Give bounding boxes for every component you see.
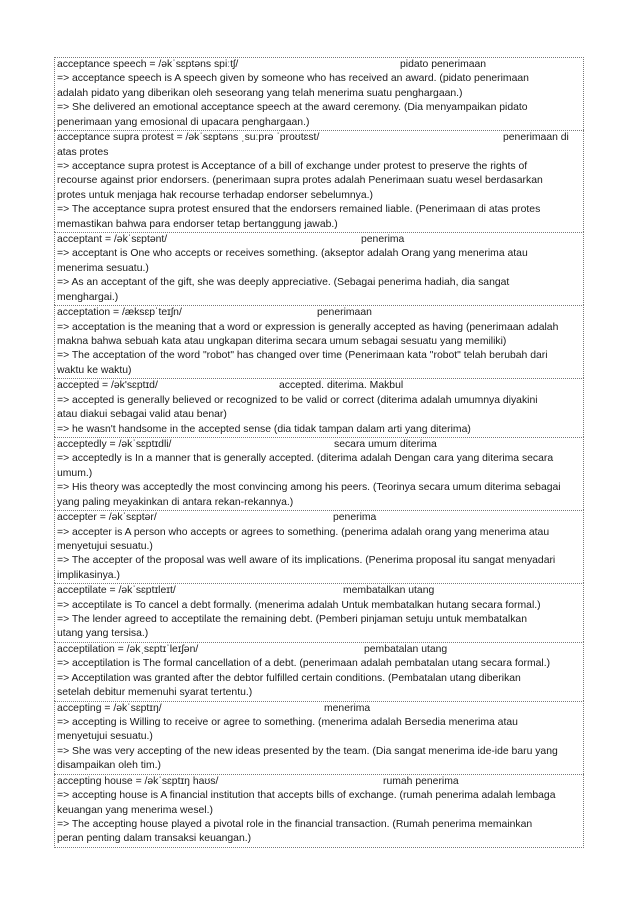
entry-text-line: => The lender agreed to acceptilate the remaining debt. (Pemberi pinjaman setuju untuk membatalkan: [57, 614, 527, 626]
entry-translation: accepted. diterima. Makbul: [279, 380, 404, 392]
entry-translation: penerimaan: [317, 307, 372, 319]
entry-headword: acceptant = /əkˈsɛptənt/: [57, 234, 168, 246]
entry-text-line: => acceptilate is To cancel a debt formally. (menerima adalah Untuk membatalkan hutang secara formal.): [57, 599, 541, 611]
entry-text-line: setelah debitur memenuhi syarat tertentu.): [57, 687, 253, 699]
entry-translation: penerima: [361, 234, 405, 246]
entry-text-line: => The accepter of the proposal was well aware of its implications. (Penerima proposal itu sangat menyadari: [57, 555, 556, 567]
entry-text-line: peran penting dalam transaksi keuangan.): [57, 833, 252, 845]
entry-headword-line: [55, 702, 583, 716]
entry-text-line: protes untuk menjaga hak recourse terhadap endorser sebelumnya.): [57, 189, 373, 201]
glossary-entry: [54, 510, 584, 583]
entry-text-line: waktu ke waktu): [57, 364, 132, 376]
entry-text-line: memastikan bahwa para endorser tetap bertanggung jawab.): [57, 218, 338, 230]
glossary-entry: [54, 583, 584, 642]
entry-headword-line: [55, 584, 583, 598]
entry-headword: acceptilate = /əkˈsɛptɪleɪt/: [57, 585, 176, 597]
entry-text-line: => She delivered an emotional acceptance speech at the award ceremony. (Dia menyampaikan pidato: [57, 102, 528, 114]
entry-headword-line: [55, 643, 583, 657]
entry-text-line: => accepter is A person who accepts or agrees to something. (penerima adalah orang yang menerima atau: [57, 526, 550, 538]
entry-headword: accepter = /əkˈsɛptər/: [57, 512, 157, 524]
entry-translation: penerimaan di: [503, 132, 569, 144]
entry-translation: membatalkan utang: [343, 585, 435, 597]
entry-text-line: => accepting house is A financial institution that accepts bills of exchange. (rumah penerima adalah lembaga: [57, 790, 556, 802]
entry-headword-line: [55, 511, 583, 525]
entry-headword: accepting house = /əkˈsɛptɪŋ haʊs/: [57, 775, 219, 787]
entry-headword-line: [55, 58, 583, 72]
entry-text-line: => As an acceptant of the gift, she was deeply appreciative. (Sebagai penerima hadiah, dia sangat: [57, 277, 510, 289]
entry-text-line: yang paling meyakinkan di antara rekan-rekannya.): [57, 496, 294, 508]
entry-text-line: utang yang tersisa.): [57, 628, 149, 640]
entry-headword-line: [55, 131, 583, 145]
glossary-entry: [54, 378, 584, 437]
glossary-entry: [54, 774, 584, 848]
entry-text-line: => accepted is generally believed or recognized to be valid or correct (diterima adalah umumnya diyakini: [57, 394, 538, 406]
entry-translation: rumah penerima: [383, 775, 459, 787]
entry-headword: acceptedly = /əkˈsɛptɪdli/: [57, 438, 172, 450]
entry-text-line: => The accepting house played a pivotal role in the financial transaction. (Rumah penerima memainkan: [57, 818, 533, 830]
glossary-document: [54, 57, 584, 848]
entry-text-line: disampaikan oleh tim.): [57, 760, 161, 772]
entry-translation: secara umum diterima: [334, 438, 437, 450]
entry-headword: acceptance speech = /əkˈsɛptəns spiːtʃ/: [57, 59, 239, 70]
glossary-entry: [54, 701, 584, 774]
entry-headword: accepting = /əkˈsɛptɪŋ/: [57, 702, 162, 714]
entry-text-line: menghargai.): [57, 291, 119, 303]
glossary-entry: [54, 232, 584, 305]
entry-text-line: => acceptant is One who accepts or receives something. (akseptor adalah Orang yang menerima atau: [57, 248, 528, 260]
entry-text-line: => acceptance speech is A speech given by someone who has received an award. (pidato penerimaan: [57, 73, 529, 85]
entry-text-line: => acceptance supra protest is Acceptance of a bill of exchange under protest to preserve the rights of: [57, 160, 528, 172]
entry-translation: penerima: [333, 512, 377, 524]
entry-text-line: => acceptedly is In a manner that is generally accepted. (diterima adalah Dengan cara yang diterima secara: [57, 453, 554, 465]
entry-headword-line: [55, 775, 583, 789]
entry-translation: pembatalan utang: [364, 643, 448, 655]
entry-text-line: implikasinya.): [57, 569, 120, 581]
entry-text-line: => accepting is Willing to receive or agree to something. (menerima adalah Bersedia menerima atau: [57, 716, 518, 728]
entry-headword-line: [55, 306, 583, 320]
entry-text-line: => Acceptilation was granted after the debtor fulfilled certain conditions. (Pembatalan utang diberikan: [57, 672, 521, 684]
entry-text-line: => She was very accepting of the new ideas presented by the team. (Dia sangat menerima ide-ide baru yang: [57, 745, 558, 757]
glossary-entry: [54, 642, 584, 701]
entry-text-line: => The acceptance supra protest ensured that the endorsers remained liable. (Penerimaan di atas protes: [57, 204, 541, 216]
entry-text-line: makna bahwa sebuah kata atau ungkapan diterima secara umum sebagai sesuatu yang memiliki): [57, 336, 507, 348]
entry-text-line: => acceptilation is The formal cancellation of a debt. (penerimaan adalah pembatalan utang secara formal.): [57, 658, 551, 670]
entry-text-line: keuangan yang menerima wesel.): [57, 804, 213, 816]
entry-headword: accepted = /ək'sɛptɪd/: [57, 380, 158, 392]
entry-headword-line: [55, 379, 583, 393]
entry-text-line: menerima sesuatu.): [57, 262, 149, 274]
entry-text-line: menyetujui sesuatu.): [57, 540, 153, 552]
entry-text-line: => The acceptation of the word "robot" has changed over time (Penerimaan kata "robot" telah berubah dari: [57, 350, 548, 362]
entry-text-line: => acceptation is the meaning that a word or expression is generally accepted as having (penerimaan adalah: [57, 321, 559, 333]
entry-text-line: recourse against prior endorsers. (penerimaan supra protes adalah Penerimaan suatu wesel berdasarkan: [57, 175, 543, 187]
glossary-entry: [54, 57, 584, 130]
entry-headword: acceptilation = /əkˌsɛptɪˈleɪʃən/: [57, 643, 199, 655]
entry-headword-line: [55, 233, 583, 247]
entry-headword: acceptance supra protest = /əkˈsɛptəns ˌsuːprə ˈproʊtɛst/: [57, 132, 320, 144]
entry-text-line: atau diakui sebagai valid atau benar): [57, 409, 227, 421]
entry-headword-line: [55, 438, 583, 452]
entry-text-line: menyetujui sesuatu.): [57, 731, 153, 743]
entry-text-line: penerimaan yang emosional di upacara penghargaan.): [57, 116, 310, 128]
glossary-entry: [54, 130, 584, 232]
entry-text-line: umum.): [57, 467, 93, 479]
glossary-entry: [54, 305, 584, 378]
entry-text-line: => he wasn't handsome in the accepted sense (dia tidak tampan dalam arti yang diterima): [57, 423, 471, 435]
entry-translation: menerima: [324, 702, 371, 714]
entry-text-line: atas protes: [57, 146, 109, 158]
entry-text-line: adalah pidato yang diberikan oleh seseorang yang telah menerima suatu penghargaan.): [57, 87, 463, 99]
glossary-entry: [54, 437, 584, 510]
entry-text-line: => His theory was acceptedly the most convincing among his peers. (Teorinya secara umum diterima sebagai: [57, 482, 561, 494]
entry-translation: pidato penerimaan: [400, 59, 487, 70]
entry-headword: acceptation = /æksɛpˈteɪʃn/: [57, 307, 182, 319]
